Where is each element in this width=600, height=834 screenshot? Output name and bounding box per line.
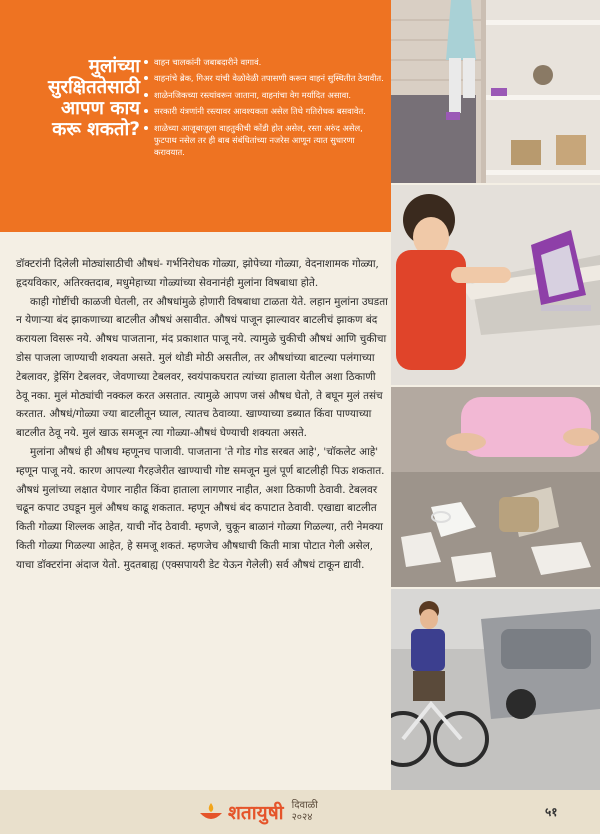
callout-title-line: सुरक्षिततेसाठी [47,77,140,98]
photo-boy-cycling-traffic [391,589,600,790]
issue-year: २०२४ [291,812,313,823]
child-climbing-illustration [391,0,600,183]
callout-tip [144,105,384,117]
boy-bicycle-illustration [391,589,600,790]
brand-name: शतायुषी [228,802,284,824]
bullet-icon [144,126,148,130]
article-paragraph: डॉक्टरांनी दिलेली मोठ्यांसाठीची औषधं- गर्भनिरोधक गोळ्या, झोपेच्या गोळ्या, वेदनाशामक गोळ्या, हृदयविकार, अतिरक्तदाब, मधुमेहाच्या गोळ्यांच्या सेवनानंही मुलांना विषबाधा होते. [16,258,379,289]
issue-label [292,800,318,824]
callout-tip [144,56,384,68]
child-iron-illustration [391,185,600,385]
page-footer [0,790,600,834]
callout-tip [144,89,384,101]
bullet-icon [144,109,148,113]
broken-dishes-illustration [391,387,600,587]
callout-tip-text: वाहनांचे ब्रेक, गिअर यांची वेळोवेळी तपासणी करून वाहनं सुस्थितीत ठेवावीत. [154,73,384,84]
callout-tip [144,122,384,159]
diya-lamp-icon [198,801,224,823]
callout-tip-text: सरकारी यंत्रणांनी रस्त्यावर आवश्यकता असेल तिथे गतिरोधक बसवावेत. [154,106,366,117]
photo-broken-dishes [391,387,600,587]
photo-column [391,0,600,790]
page-number: ५१ [545,805,558,819]
bullet-icon [144,76,148,80]
callout-tips-list [144,56,384,163]
callout-tip-text: वाहन चालकांनी जबाबदारीने वागावं. [154,57,262,67]
callout-tip-text: शाळेनजिकच्या रस्त्यांवरून जाताना, वाहनांचा वेग मर्यादित असावा. [154,89,352,100]
callout-title-line: करू शकतो? [52,119,140,140]
bullet-icon [144,60,148,64]
safety-callout-box [0,0,391,232]
photo-child-climbing-shelf [391,0,600,183]
callout-title-line: आपण काय [61,98,140,119]
issue-line: दिवाळी [291,800,318,811]
photo-child-with-iron [391,185,600,385]
article-body [16,240,388,575]
article-paragraph: मुलांना औषधं ही औषध म्हणूनच पाजावी. पाजताना 'ते गोड गोड सरबत आहे', 'चॉकलेट आहे' म्हणून पाजू नये. कारण आपल्या गैरहजेरीत खाण्याची गोष्ट समजून मुलं पूर्ण बाटलीही पिऊ शकतात. औषधं मुलांच्या लक्षात येणार नाहीत किंवा हाताला लागणार नाहीत, अशा ठिकाणी ठेवावी. टेबलवर चढून कपाट उघडून मुलं औषध काढू शकतात. म्हणून औषधं बंद कपाटात ठेवावी. एखाद्या बाटलीत किती गोळ्या शिल्लक आहेत, याची नोंद ठेवावी. म्हणजे, चुकून बाळानं गोळ्या गिळल्या, तरी नेमक्या किती गोळ्या गिळल्या आहेत, हे समजू शकतं. म्हणजेच औषधाची किती मात्रा पोटात गेली असेल, याचा डॉक्टरांना अंदाज येतो. मुदतबाह्य (एक्सपायरी डेट येऊन गेलेली) सर्व औषधं टाकून द्यावी. [16,445,385,571]
bullet-icon [144,93,148,97]
callout-title-line: मुलांच्या [88,56,140,77]
article-paragraph: काही गोष्टींची काळजी घेतली, तर औषधांमुळे होणारी विषबाधा टाळता येते. लहान मुलांना उघडता न येणाऱ्या बंद झाकणाच्या बाटलीत औषधं असावीत. औषधं पाजून झाल्यावर बाटलीचं झाकण बंद करायला विसरू नये. औषध पाजताना, मंद प्रकाशात पाजू नये. त्यामुळे चुकीची औषधं आणि चुकीचा डोस पाजला जाण्याची शक्यता असते. मुलं थोडी मोठी असतील, तर औषधांच्या बाटल्या पलंगाच्या टेबलावर, ड्रेसिंग टेबलवर, जेवणाच्या टेबलवर, स्वयंपाकघरात त्यांच्या हाताला येतील अशा ठिकाणी ठेवू नका. मुलं मोठ्यांची नक्कल करत असतात. त्यामुळे आपण जसं औषध घेतो, ते बघून मुलं तसंच करतात. औषधं/गोळ्या ज्या बाटलीतून घ्याल, त्यातच ठेवाव्या. खाण्याच्या डब्यात किंवा पाण्याच्या बाटलीत ठेवू नये. मुलं खाऊ समजून त्या गोळ्या-औषधं घेण्याची शक्यता असते. [16,295,388,440]
callout-title [16,56,140,140]
callout-tip [144,72,384,84]
callout-tip-text: शाळेच्या आजूबाजूला वाहतुकीची कोंडी होत असेल, रस्ता अरुंद असेल, फुटपाथ नसेल तर ही बाब संबंधितांच्या नजरेस आणून त्यात सुधारणा करावयात. [154,122,363,158]
magazine-brand [198,795,318,829]
